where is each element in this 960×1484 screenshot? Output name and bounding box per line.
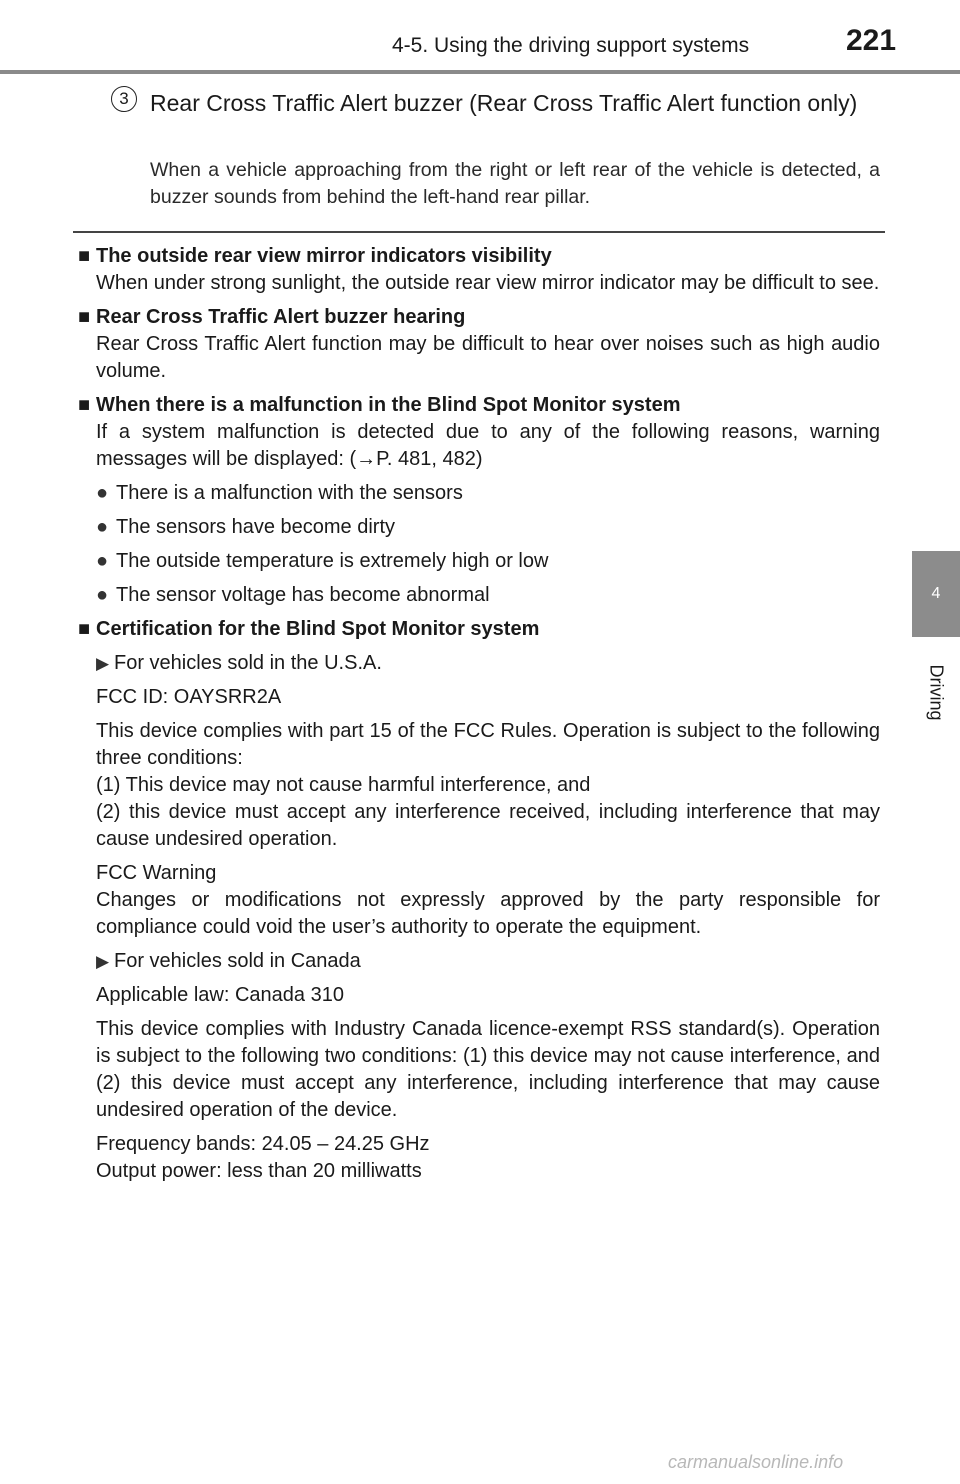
list-item: ● The sensors have become dirty <box>78 514 880 541</box>
dot-bullet-icon: ● <box>96 584 109 606</box>
note-body: When under strong sunlight, the outside rear view mirror indicator may be difficult to see. <box>96 272 880 294</box>
region-label-usa: ▶ For vehicles sold in the U.S.A. <box>78 650 880 677</box>
note-heading-text: Certification for the Blind Spot Monitor system <box>96 618 540 640</box>
frequency-bands: Frequency bands: 24.05 – 24.25 GHz <box>96 1133 430 1155</box>
list-item: ● There is a malfunction with the sensors <box>78 480 880 507</box>
canada-compliance: This device complies with Industry Canada licence-exempt RSS standard(s). Operation is subject to the following two conditions: (1) this device may not cause interference, and (2) this device must accept any interference, including interference that may cause undesired operation of the device. <box>96 1018 880 1121</box>
dot-bullet-icon: ● <box>96 516 109 538</box>
section-title: 4-5. Using the driving support systems <box>392 34 750 57</box>
fcc-compliance-intro: This device complies with part 15 of the FCC Rules. Operation is subject to the following three conditions: <box>96 720 880 769</box>
watermark: carmanualsonline.info <box>668 1452 844 1472</box>
square-bullet-icon: ■ <box>78 618 91 640</box>
note-body: If a system malfunction is detected due to any of the following reasons, warning messages will be displayed: (→P. 481, 482) <box>96 421 880 470</box>
note-heading <box>78 243 880 270</box>
note-heading-text: When there is a malfunction in the Blind Spot Monitor system <box>96 394 681 416</box>
output-power: Output power: less than 20 milliwatts <box>96 1160 422 1182</box>
item-number-badge: 3 <box>111 86 137 112</box>
notes-content <box>78 243 880 1185</box>
region-label-canada: ▶ For vehicles sold in Canada <box>78 948 880 975</box>
page-number: 221 <box>846 24 897 57</box>
item-title: Rear Cross Traffic Alert buzzer (Rear Cross Traffic Alert function only) <box>150 90 858 116</box>
note-body: Rear Cross Traffic Alert function may be difficult to hear over noises such as high audio volume. <box>96 333 880 382</box>
fcc-condition-2: (2) this device must accept any interference received, including interference that may cause undesired operation. <box>96 801 880 850</box>
section-divider <box>73 231 885 233</box>
dot-bullet-icon: ● <box>96 550 109 572</box>
fcc-warning-text: Changes or modifications not expressly approved by the party responsible for compliance could void the user’s authority to operate the equipment. <box>96 889 880 938</box>
item-description: When a vehicle approaching from the right or left rear of the vehicle is detected, a buzzer sounds from behind the left-hand rear pillar. <box>150 159 880 208</box>
triangle-bullet-icon: ▶ <box>96 654 110 673</box>
chapter-tab <box>912 551 960 637</box>
square-bullet-icon: ■ <box>78 306 91 328</box>
chapter-label-text: Driving <box>926 663 947 721</box>
triangle-bullet-icon: ▶ <box>96 952 110 971</box>
note-heading-text: Rear Cross Traffic Alert buzzer hearing <box>96 306 466 328</box>
fcc-id: FCC ID: OAYSRR2A <box>96 686 282 708</box>
chapter-label <box>913 642 959 742</box>
square-bullet-icon: ■ <box>78 245 91 267</box>
canada-law: Applicable law: Canada 310 <box>96 984 344 1006</box>
list-item: ● The sensor voltage has become abnormal <box>78 582 880 609</box>
note-heading <box>78 616 880 643</box>
square-bullet-icon: ■ <box>78 394 91 416</box>
chapter-number: 4 <box>931 585 941 602</box>
fcc-condition-1: (1) This device may not cause harmful interference, and <box>96 774 591 796</box>
dot-bullet-icon: ● <box>96 482 109 504</box>
note-heading <box>78 392 880 419</box>
list-item: ● The outside temperature is extremely high or low <box>78 548 880 575</box>
note-heading <box>78 304 880 331</box>
header-divider <box>0 70 960 74</box>
fcc-warning-title: FCC Warning <box>96 862 217 884</box>
note-heading-text: The outside rear view mirror indicators visibility <box>96 245 552 267</box>
